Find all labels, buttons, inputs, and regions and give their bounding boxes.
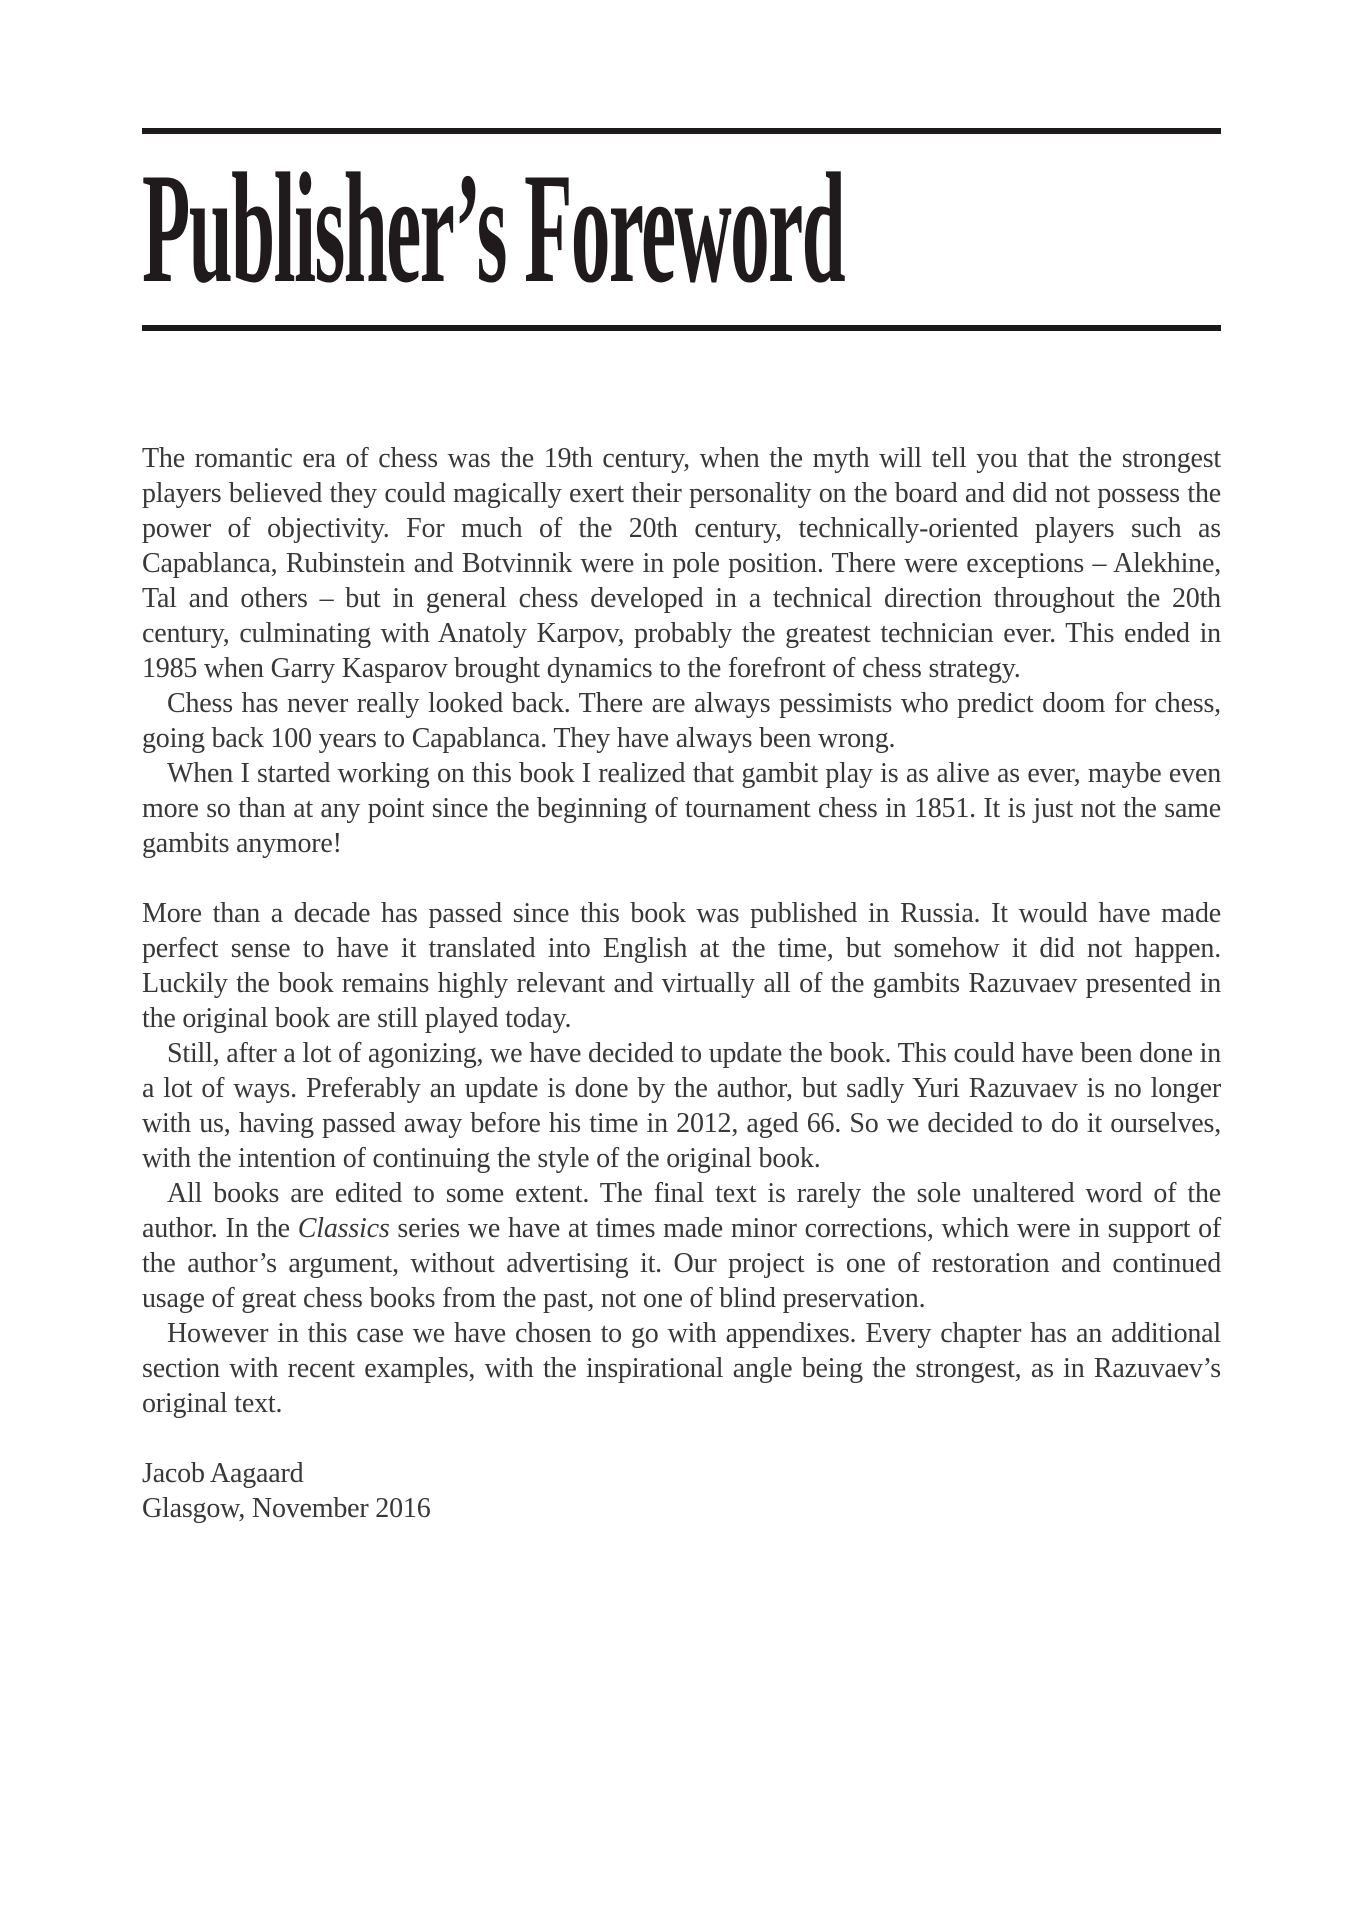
paragraph-6: [142, 1176, 1221, 1316]
paragraph-1: The romantic era of chess was the 19th century, when the myth will tell you that the strongest players believed they could magically exert their personality on the board and did not possess the power of objectivity. For much of the 20th century, technically-oriented players such as Capablanca, Rubinstein and Botvinnik were in pole position. There were exceptions – Alekhine, Tal and others – but in general chess developed in a technical direction throughout the 20th century, culminating with Anatoly Karpov, probably the greatest technician ever. This ended in 1985 when Garry Kasparov brought dynamics to the forefront of chess strategy.: [142, 443, 1221, 684]
signature-place-date: Glasgow, November 2016: [142, 1493, 431, 1524]
foreword-section: [142, 441, 1221, 1526]
title-rule-top: [142, 128, 1221, 134]
chapter-title: Publisher’s Foreword: [142, 141, 845, 316]
paragraph-6-text-before: All books are edited to some extent. The final text is rarely the sole unaltered word of the author. In the: [142, 1178, 1221, 1244]
paragraph-6-text-after: series we have at times made minor corrections, which were in support of the author’s argument, without advertising it. Our project is one of restoration and continued usage of great chess books from the past, not one of blind preservation.: [142, 1213, 1221, 1314]
series-name-italic: Classics: [297, 1213, 390, 1244]
paragraph-5: Still, after a lot of agonizing, we have decided to update the book. This could have been done in a lot of ways. Preferably an update is done by the author, but sadly Yuri Razuvaev is no longer with us, having passed away before his time in 2012, aged 66. So we decided to do it ourselves, with the intention of continuing the style of the original book.: [142, 1038, 1221, 1174]
paragraph-3: When I started working on this book I realized that gambit play is as alive as ever, maybe even more so than at any point since the beginning of tournament chess in 1851. It is just not the same gambits anymore!: [142, 758, 1221, 859]
paragraph-7: However in this case we have chosen to go with appendixes. Every chapter has an additional section with recent examples, with the inspirational angle being the strongest, as in Razuvaev’s original text.: [142, 1318, 1221, 1419]
paragraph-4: More than a decade has passed since this book was published in Russia. It would have made perfect sense to have it translated into English at the time, but somehow it did not happen. Luckily the book remains highly relevant and virtually all of the gambits Razuvaev presented in the original book are still played today.: [142, 898, 1221, 1034]
paragraph-2: Chess has never really looked back. There are always pessimists who predict doom for chess, going back 100 years to Capablanca. They have always been wrong.: [142, 688, 1221, 754]
signature-block: [142, 1456, 1221, 1526]
signature-author-name: Jacob Aagaard: [142, 1458, 304, 1489]
title-rule-bottom: [142, 325, 1221, 331]
